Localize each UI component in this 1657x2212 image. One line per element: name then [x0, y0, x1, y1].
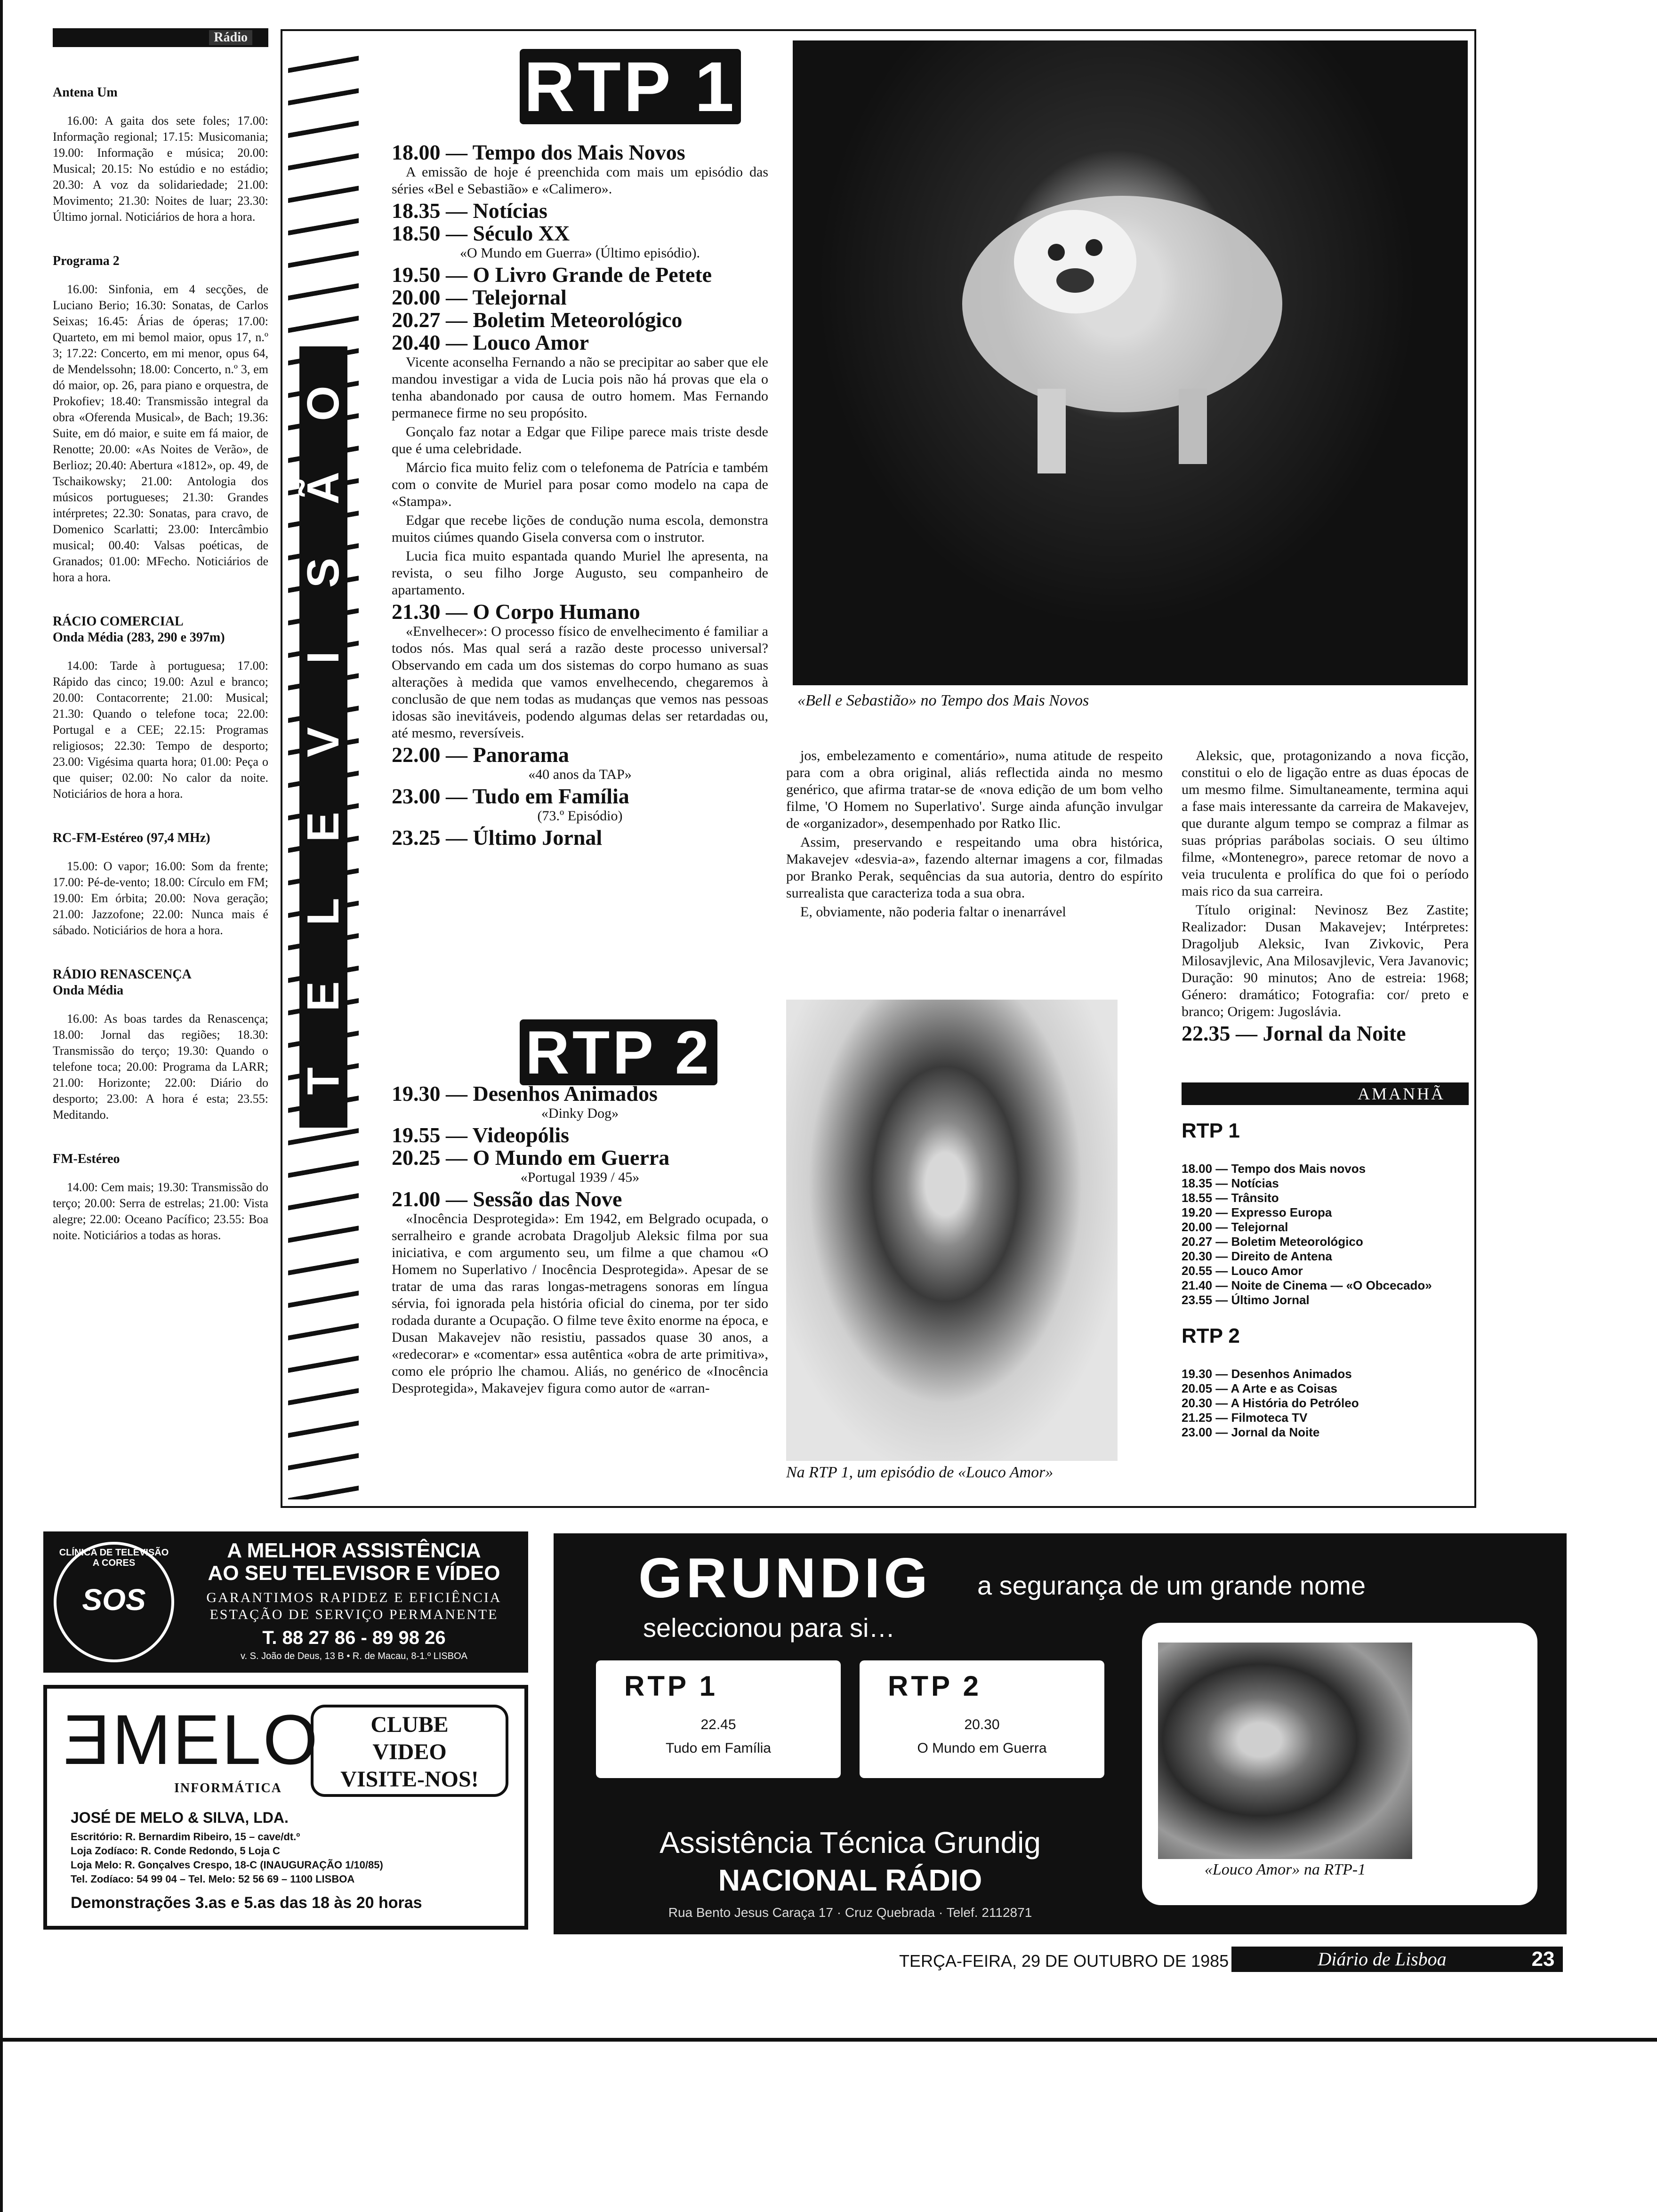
card-rtp2-time: 20.30: [964, 1717, 1000, 1732]
article-paragraph: Assim, preservando e respeitando uma obra histórica, Makavejev «desvia-a», fazendo alternar imagens a cor, filmadas por Branko Perak, sequências da sua autoria, dentro do espírito surrealista que caracteriza toda a sua obra.: [786, 834, 1163, 901]
melo-sub: INFORMÁTICA: [174, 1781, 282, 1795]
radio-station-band: Onda Média (283, 290 e 397m): [53, 630, 225, 645]
amanha-list-item: 20.00 — Telejornal: [1182, 1220, 1288, 1234]
amanha-list-item: 23.55 — Último Jornal: [1182, 1293, 1310, 1307]
caption-face-photo: Na RTP 1, um episódio de «Louco Amor»: [786, 1464, 1054, 1481]
article-column-4: [1182, 747, 1469, 1045]
televisao-letter: L: [298, 898, 348, 926]
grundig-tagline: a segurança de um grande nome: [977, 1571, 1366, 1600]
clube-line-2: VIDEO: [372, 1739, 447, 1764]
rtp2-logo: RTP 2: [520, 1019, 717, 1085]
televisao-letter: V: [298, 727, 348, 758]
program-jornal-da-noite: 22.35 — Jornal da Noite: [1182, 1021, 1406, 1045]
amanha-rtp2-list: [1182, 1367, 1469, 1440]
radio-sections: [53, 85, 268, 1243]
program-time-title: 23.25 — Último Jornal: [392, 825, 603, 850]
program-time-title: 18.50 — Século XX: [392, 221, 570, 245]
radio-station-name: Antena Um: [53, 85, 118, 100]
program-description: Márcio fica muito feliz com o telefonema de Patrícia e também com o convite de Muriel para posar como modelo na capa de «Stampa».: [392, 460, 768, 509]
televisao-letter: O: [298, 385, 348, 421]
bottom-scan-rule: [0, 2038, 1657, 2042]
program-description: «Envelhecer»: O processo físico de envelhecimento é familiar a todos nós. Mas qual será a razão deste processo universal? Observando em cada um dos sistemas do corpo humano as suas alterações à medida que vamos envelhecendo, chegaremos à conclusão de que nem todas as mudanças que vemos nas pessoas idosas são inevitáveis, podendo algumas delas ser retardadas ou, até mesmo, reversíveis.: [392, 624, 768, 741]
clube-line-1: CLUBE: [370, 1712, 449, 1737]
program-description: «Dinky Dog»: [541, 1106, 619, 1121]
amanha-bar: [1182, 1082, 1469, 1105]
card-rtp1-time: 22.45: [700, 1717, 736, 1732]
radio-station-schedule: 16.00: A gaita dos sete foles; 17.00: Informação regional; 17.15: Musicomania; 19.00: Informação e música; 20.00: Musical; 20.15: No estúdio e no estádio; 20.30: A voz da solidariedade; 21.00: Movimento; 21.30: Noites de luar; 23.30: Último jornal. Noticiários de hora a hora.: [53, 114, 268, 224]
clube-video-box: [311, 1705, 508, 1797]
footer-newspaper-name: Diário de Lisboa: [1231, 1947, 1533, 1972]
program-time-title: 20.25 — O Mundo em Guerra: [392, 1146, 670, 1170]
program-time-title: 21.30 — O Corpo Humano: [392, 600, 640, 624]
melo-logo: ƎMELO: [63, 1700, 320, 1779]
ad-grundig: [554, 1533, 1567, 1934]
caption-tv-photo: «Louco Amor» na RTP-1: [1158, 1861, 1412, 1879]
sos-phone: T. 88 27 86 - 89 98 26: [262, 1627, 446, 1648]
program-time-title: 21.00 — Sessão das Nove: [392, 1187, 622, 1211]
card-rtp1-logo: RTP 1: [624, 1670, 718, 1702]
televisao-letter: Ã: [298, 472, 348, 505]
amanha-list-item: 20.27 — Boletim Meteorológico: [1182, 1234, 1363, 1249]
radio-header-label: Rádio: [209, 30, 252, 45]
program-time-title: 19.50 — O Livro Grande de Petete: [392, 263, 712, 287]
program-description: «Inocência Desprotegida»: Em 1942, em Belgrado ocupada, o serralheiro e grande acrobata Dragoljub Aleksic filma por sua iniciativa, e com argumento seu, um filme a que chamou «O Homem no Superlativo / Inocência Desprotegida». Apesar de se tratar de uma das raras longas-metragens sonoras em língua sérvia, foi ignorada pela história oficial do cinema, por ter sido rodada durante a Ocupação. O filme teve êxito enorme na época, e Dusan Makavejev não resistiu, passados quase 30 anos, a «redecorar» e «comentar» essa autêntica «obra de arte primitiva», como ele próprio lhe chamou. Aliás, no genérico de «Inocência Desprotegida», Makavejev figura como autor de «arran-: [392, 1211, 768, 1396]
program-description: «Portugal 1939 / 45»: [520, 1170, 640, 1185]
sos-logo-text: SOS: [82, 1583, 146, 1617]
sos-line-3: GARANTIMOS RAPIDEZ E EFICIÊNCIA: [206, 1590, 502, 1605]
amanha-list-item: 20.05 — A Arte e as Coisas: [1182, 1381, 1337, 1395]
melo-demos: Demonstrações 3.as e 5.as das 18 às 20 horas: [71, 1894, 422, 1912]
radio-station-name: FM-Estéreo: [53, 1152, 120, 1166]
dog-silhouette: [793, 40, 1468, 685]
article-paragraph: jos, embelezamento e comentário», numa atitude de respeito para com a obra original, aliás reflectida ainda no mesmo genérico, que afirma tratar-se de «nova edição de um bom velho filme, 'O Homem no Superlativo'. Surge ainda afunção invulgar de «organizador», desempenhado por Ratko Ilic.: [786, 748, 1163, 831]
amanha-list-item: 19.20 — Expresso Europa: [1182, 1205, 1332, 1219]
grundig-address: Rua Bento Jesus Caraça 17 · Cruz Quebrada · Telef. 2112871: [668, 1905, 1032, 1920]
article-column-3: [786, 747, 1163, 922]
amanha-list-item: 20.55 — Louco Amor: [1182, 1264, 1303, 1278]
page-edge: [0, 0, 3, 2212]
program-time-title: 20.00 — Telejornal: [392, 285, 567, 309]
sos-line-4: ESTAÇÃO DE SERVIÇO PERMANENTE: [209, 1607, 499, 1622]
amanha-list-item: 20.30 — Direito de Antena: [1182, 1249, 1332, 1263]
program-description: Vicente aconselha Fernando a não se precipitar ao saber que ele mandou investigar a vida de Lucia pois não há provas que ela o tenha abandonado por causa de outro homem. Mas Fernando permanece firme no seu propósito.: [392, 354, 768, 421]
footer-page-number: 23: [1523, 1947, 1563, 1972]
sos-headline-1: A MELHOR ASSISTÊNCIA: [227, 1539, 481, 1562]
amanha-list-item: 21.40 — Noite de Cinema — «O Obcecado»: [1182, 1278, 1432, 1292]
amanha-list-item: 18.55 — Trânsito: [1182, 1191, 1279, 1205]
grundig-store: NACIONAL RÁDIO: [718, 1863, 982, 1897]
amanha-list-item: 20.30 — A História do Petróleo: [1182, 1396, 1359, 1410]
amanha-listing: [1182, 1115, 1469, 1440]
sos-headline-2: AO SEU TELEVISOR E VÍDEO: [208, 1562, 500, 1585]
footer-date: TERÇA-FEIRA, 29 DE OUTUBRO DE 1985: [899, 1951, 1229, 1971]
sos-circle-text: CLÍNICA DE TELEVISÃO A CORES: [59, 1547, 169, 1568]
photo-tv-louco-amor: [1158, 1643, 1412, 1859]
radio-station-name: RC-FM-Estéreo (97,4 MHz): [53, 831, 210, 845]
program-description: A emissão de hoje é preenchida com mais um episódio das séries «Bel e Sebastião» e «Calimero».: [392, 164, 768, 197]
program-time-title: 19.55 — Videopólis: [392, 1123, 570, 1147]
program-description: «40 anos da TAP»: [528, 767, 632, 782]
radio-station-schedule: 14.00: Cem mais; 19.30: Transmissão do terço; 20.00: Serra de estrelas; 21.00: Vista alegre; 22.00: Oceano Pacífico; 23.55: Boa noite. Noticiários a todas as horas.: [53, 1180, 268, 1242]
program-time-title: 18.00 — Tempo dos Mais Novos: [392, 140, 685, 164]
amanha-list-item: 18.00 — Tempo dos Mais novos: [1182, 1162, 1366, 1176]
program-time-title: 18.35 — Notícias: [392, 199, 547, 223]
caption-dog-photo: «Bell e Sebastião» no Tempo dos Mais Novos: [797, 692, 1089, 709]
radio-column: [53, 28, 268, 1272]
program-description: Lucia fica muito espantada quando Muriel lhe apresenta, na revista, o seu filho Jorge Augusto, seu companheiro de apartamento.: [392, 548, 768, 598]
radio-station-band: Onda Média: [53, 983, 124, 998]
article-paragraph: Aleksic, que, protagonizando a nova ficção, constitui o elo de ligação entre as duas épocas de um mesmo filme. Simultaneamente, termina aqui a fase mais interessante da carreira de Makavejev, que durante algum tempo se compraz a filmar as suas próprias parábolas sociais. O seu último filme, «Montenegro», parece retomar de novo a veia truculenta e prolífica do que foi o período mais rico da sua carreira.: [1182, 748, 1469, 899]
televisao-letter: E: [298, 811, 348, 842]
photo-bel-e-sebastiao: [793, 40, 1468, 685]
grundig-card-rtp2: [860, 1660, 1104, 1778]
grundig-card-rtp1: [596, 1660, 841, 1778]
radio-station-name: Programa 2: [53, 254, 120, 268]
melo-address-2: Loja Zodíaco: R. Conde Redondo, 5 Loja C: [71, 1845, 280, 1857]
article-paragraph: Título original: Nevinosz Bez Zastite; Realizador: Dusan Makavejev; Intérpretes: Dragoljub Aleksic, Ivan Zivkovic, Pera Milosavjlevic, Ana Milosavjlevic, Vera Javanovic; Duração: 90 minutos; Ano de estreia: 1968; Género: dramático; Fotografia: cor/ preto e branco; Origem: Jugoslávia.: [1182, 902, 1469, 1019]
program-description: (73.º Episódio): [537, 808, 623, 824]
grundig-service: Assistência Técnica Grundig: [660, 1826, 1041, 1859]
photo-louco-amor: [786, 1000, 1118, 1461]
program-time-title: 19.30 — Desenhos Animados: [392, 1082, 658, 1106]
rtp1-schedule: [392, 141, 768, 849]
televisao-letter: S: [298, 557, 348, 588]
televisao-letter: I: [298, 651, 348, 664]
article-paragraph: E, obviamente, não poderia faltar o inenarrável: [800, 904, 1066, 920]
grundig-brand: GRUNDIG: [638, 1547, 932, 1610]
amanha-rtp2-heading: RTP 2: [1182, 1324, 1240, 1347]
televisao-letter: T: [298, 1067, 348, 1095]
amanha-list-item: 23.00 — Jornal da Noite: [1182, 1425, 1320, 1439]
program-description: Gonçalo faz notar a Edgar que Filipe parece mais triste desde que é uma celebridade.: [392, 424, 768, 457]
amanha-rtp1-list: [1182, 1162, 1469, 1307]
program-time-title: 20.40 — Louco Amor: [392, 330, 589, 354]
melo-addresses: [71, 1830, 383, 1886]
card-rtp2-logo: RTP 2: [888, 1670, 981, 1702]
melo-address-3: Loja Melo: R. Gonçalves Crespo, 18-C (INAUGURAÇÃO 1/10/85): [71, 1859, 383, 1871]
melo-company: JOSÉ DE MELO & SILVA, LDA.: [71, 1809, 289, 1826]
rtp1-logo: RTP 1: [520, 49, 741, 124]
amanha-list-item: 19.30 — Desenhos Animados: [1182, 1367, 1352, 1381]
program-time-title: 22.00 — Panorama: [392, 743, 569, 767]
radio-station-name: RÁDIO RENASCENÇA: [53, 967, 192, 982]
card-rtp1-title: Tudo em Família: [666, 1740, 771, 1756]
clube-line-3: VISITE-NOS!: [340, 1767, 479, 1792]
program-description: Edgar que recebe lições de condução numa escola, demonstra muitos ciúmes quando Gisela conversa com o instrutor.: [392, 513, 768, 545]
televisao-vertical-title: [299, 346, 347, 1128]
televisao-strip: [288, 40, 359, 1499]
amanha-list-item: 18.35 — Notícias: [1182, 1176, 1279, 1190]
amanha-label: AMANHÃ: [1358, 1084, 1445, 1103]
program-description: «O Mundo em Guerra» (Último episódio).: [460, 245, 700, 261]
radio-station-schedule: 14.00: Tarde à portuguesa; 17.00: Rápido das cinco; 19.00: Azul e branco; 20.00: Contacorrente; 21.00: Musical; 21.30: Quando o telefone toca; 22.00: Portugal e a CEE; 22.15: Programas religiosos; 22.30: Tempo de desporto; 23.00: Vigésima quarta hora; 01.00: Peça o que quiser; 02.00: No calor da noite. Noticiários de hora a hora.: [53, 659, 268, 801]
card-rtp2-title: O Mundo em Guerra: [917, 1740, 1047, 1756]
radio-station-schedule: 16.00: Sinfonia, em 4 secções, de Luciano Berio; 16.30: Sonatas, de Carlos Seixas; 16.45: Árias de óperas; 17.00: Quarteto, em mi bemol maior, opus 17, n.º 3; 17.22: Concerto, em mi menor, opus 64, de Mendelssohn; 18.00: Concerto, n.º 3, em dó maior, op. 26, para piano e orquestra, de Prokofiev; 18.40: Transmissão integral da obra «Oferenda Musical», de Bach; 19.36: Suite, em dó maior, e suite em fá maior, de Renotte; 20.00: «As Noites de Verão», de Berlioz; 20.40: Abertura «1812», op. 49, de Tschaikowsky; 21.00: Antologia dos músicos portugueses; 21.30: Grandes intérpretes; 22.30: Sonatas, para cravo, de Domenico Scarlatti; 23.00: Intercâmbio musical; 00.40: Valsas poéticas, de Granados; 01.00: MFecho. Noticiários de hora a hora.: [53, 282, 268, 584]
amanha-rtp1-heading: RTP 1: [1182, 1119, 1240, 1142]
amanha-list-item: 21.25 — Filmoteca TV: [1182, 1411, 1308, 1425]
program-time-title: 23.00 — Tudo em Família: [392, 784, 629, 808]
melo-address-1: Escritório: R. Bernardim Ribeiro, 15 – cave/dt.º: [71, 1831, 300, 1843]
sos-address: v. S. João de Deus, 13 B • R. de Macau, 8-1.º LISBOA: [241, 1651, 467, 1661]
rtp2-schedule: [392, 1082, 768, 1399]
radio-station-name: RÁCIO COMERCIAL: [53, 614, 184, 629]
radio-header-bar: [53, 28, 268, 47]
sos-emblem: [54, 1542, 174, 1662]
ad-melo-informatica: [43, 1685, 528, 1930]
grundig-sub: seleccionou para si…: [643, 1613, 895, 1643]
ad-sos-clinica: [43, 1531, 528, 1673]
melo-phones: Tel. Zodíaco: 54 99 04 – Tel. Melo: 52 56 69 – 1100 LISBOA: [71, 1873, 355, 1885]
radio-station-schedule: 16.00: As boas tardes da Renascença; 18.00: Jornal das regiões; 18.30: Transmissão do terço; 19.30: Quando o telefone toca; 20.00: Programa da LARR; 21.00: Horizonte; 22.00: Diário do desporto; 23.00: A hora é esta; 23.55: Meditando.: [53, 1012, 268, 1122]
televisao-letter: E: [298, 981, 348, 1012]
program-time-title: 20.27 — Boletim Meteorológico: [392, 308, 683, 332]
radio-station-schedule: 15.00: O vapor; 16.00: Som da frente; 17.00: Pé-de-vento; 18.00: Círculo em FM; 19.00: Em órbita; 20.00: Nova geração; 21.00: Jazzofone; 22.00: Nunca mais é sábado. Noticiários de hora a hora.: [53, 859, 268, 937]
